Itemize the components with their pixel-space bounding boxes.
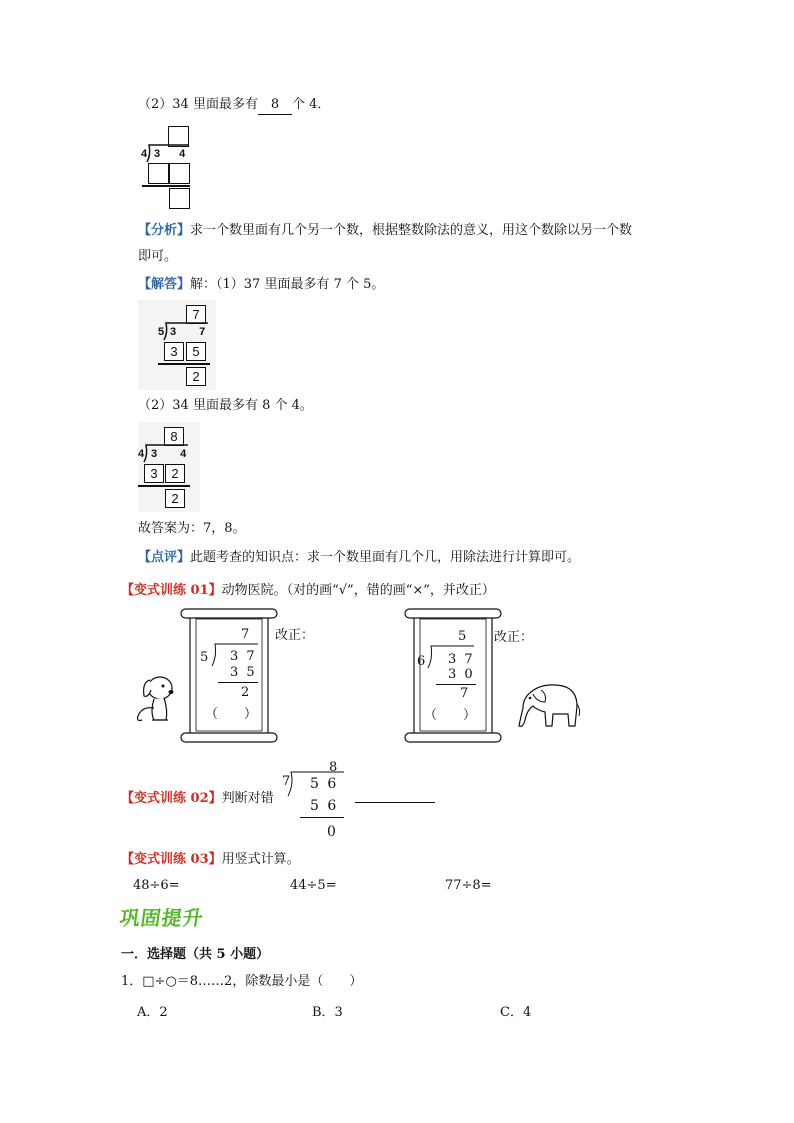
dividend: 3 4: [151, 448, 197, 460]
subtraction-line: [142, 185, 190, 187]
solution-part-2: （2）34 里面最多有 8 个 4。: [138, 398, 313, 413]
quotient-box: [168, 126, 189, 147]
quotient-box: 8: [164, 427, 184, 446]
product: 3 0: [448, 667, 475, 682]
variant-02-subtraction-line: [300, 817, 344, 818]
subtraction-line: [436, 684, 476, 685]
product: 3 5: [230, 665, 257, 680]
remainder-box: 2: [165, 489, 185, 508]
elephant-icon: [513, 680, 583, 735]
exercise-2: 44÷5=: [290, 878, 337, 893]
variant-02-product: 5 6: [310, 798, 339, 814]
divisor: 5: [158, 326, 165, 338]
divisor: 5: [200, 650, 209, 665]
correction-label: 改正：: [275, 628, 315, 643]
product-box-2: 5: [186, 342, 206, 361]
dividend: 3 7: [170, 326, 216, 338]
divisor: 4: [141, 148, 148, 160]
correction-label: 改正：: [494, 630, 534, 645]
analysis-label: 【分析】: [138, 223, 191, 238]
quotient-box: 7: [186, 305, 206, 324]
comment-label: 【点评】: [138, 550, 191, 565]
variant-02-label: 【变式训练 02】: [121, 791, 222, 806]
divisor: 4: [138, 448, 145, 460]
analysis-text: 求一个数里面有几个另一个数，根据整数除法的意义，用这个数除以另一个数: [190, 223, 633, 238]
judgement-paren: （ ）: [424, 708, 477, 723]
analysis-text-2: 即可。: [138, 249, 178, 264]
remainder-box: 2: [186, 367, 206, 386]
subtraction-line: [218, 682, 258, 683]
quotient: 5: [458, 629, 467, 644]
q2-prompt: [138, 96, 330, 115]
variant-02-quotient: 8: [329, 760, 338, 775]
variant-02-text: 判断对错: [221, 791, 274, 806]
variant-02-remainder: 0: [327, 824, 336, 840]
dividend: 3 7: [230, 649, 257, 664]
product-box-1: 3: [144, 464, 164, 483]
variant-02-dividend: 5 6: [310, 776, 339, 792]
product-box-2: 2: [165, 464, 185, 483]
variant-01-text: 动物医院。（对的画“√”，错的画“×”，并改正）: [221, 583, 495, 598]
variant-01-line: [121, 582, 495, 600]
dog-icon: [132, 668, 182, 728]
judgement-paren: （ ）: [205, 707, 258, 722]
remainder: 2: [241, 685, 250, 700]
variant-03-text: 用竖式计算。: [221, 852, 300, 867]
product-box-2: [169, 163, 190, 184]
section-heading: 巩固提升: [118, 906, 206, 930]
subtraction-line: [138, 485, 190, 487]
subtraction-line: [158, 363, 210, 365]
variant-02-divisor: 7: [282, 774, 291, 789]
option-a: A．2: [137, 1005, 168, 1020]
variant-03-line: [121, 851, 300, 869]
solution-line: [138, 276, 384, 294]
remainder-box: [169, 188, 190, 209]
q2-suffix: 个 4．: [291, 97, 331, 112]
comment-line: [138, 549, 580, 567]
part-title: 一．选择题（共 5 小题）: [121, 947, 270, 962]
dividend: 3 4: [154, 148, 194, 160]
variant-01-label: 【变式训练 01】: [121, 583, 222, 598]
solution-text: 解：（1）37 里面最多有 7 个 5。: [190, 277, 385, 292]
question-1: 1．□÷○＝8……2，除数最小是（ ）: [121, 974, 363, 989]
option-b: B．3: [312, 1005, 343, 1020]
exercise-1: 48÷6=: [133, 878, 180, 893]
product-box-1: [148, 163, 169, 184]
dividend: 3 7: [448, 652, 475, 667]
solution-label: 【解答】: [138, 277, 191, 292]
q2-prefix: （2）34 里面最多有: [138, 97, 258, 112]
comment-text: 此题考查的知识点：求一个数里面有几个几，用除法进行计算即可。: [190, 550, 581, 565]
exercise-3: 77÷8=: [445, 878, 492, 893]
variant-02-answer-line: [355, 802, 435, 803]
final-answer: 故答案为：7，8。: [138, 521, 246, 536]
variant-02-line: [121, 790, 274, 808]
product-box-1: 3: [164, 342, 184, 361]
quotient: 7: [241, 627, 250, 642]
analysis-line: [138, 222, 632, 240]
q2-answer: 8: [258, 96, 292, 115]
divisor: 6: [417, 654, 426, 669]
option-c: C．4: [500, 1005, 532, 1020]
remainder: 7: [460, 686, 469, 701]
variant-03-label: 【变式训练 03】: [121, 852, 222, 867]
